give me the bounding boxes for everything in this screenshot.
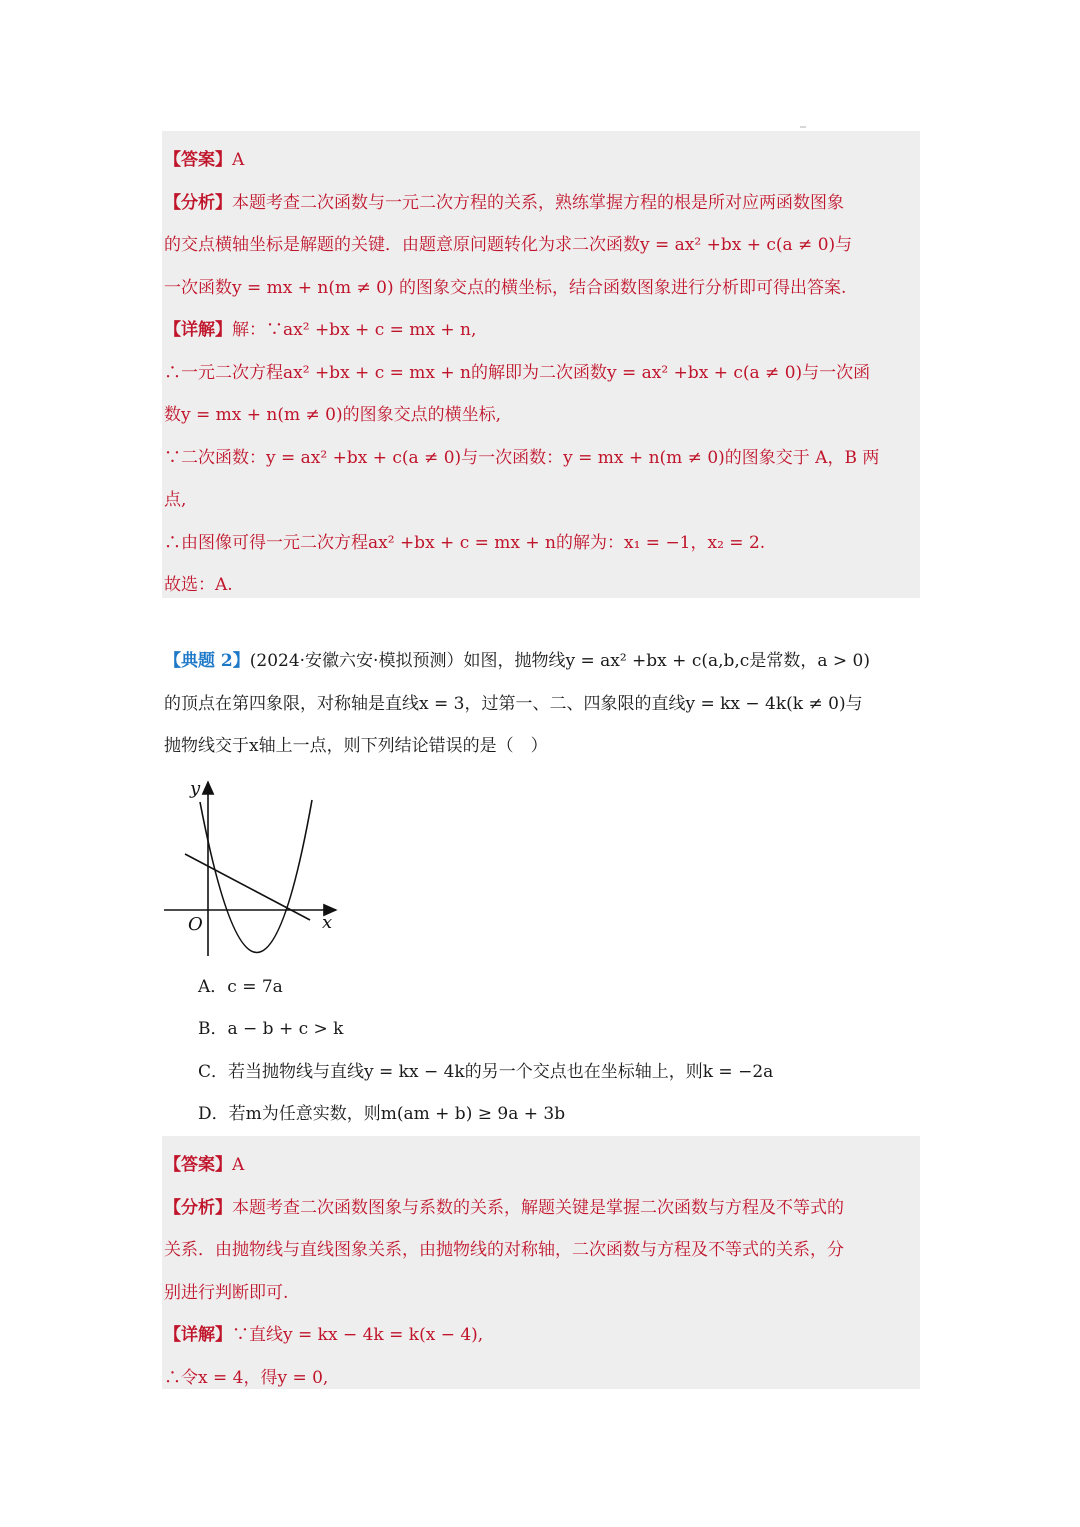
answer-value: A xyxy=(232,150,245,170)
option-a: A．c = 7a xyxy=(198,977,283,997)
detail-line-7: 故选：A. xyxy=(164,575,233,595)
answer-value-2: A xyxy=(232,1155,245,1175)
option-d: D．若m为任意实数，则m(am + b) ≥ 9a + 3b xyxy=(198,1104,566,1124)
detail-2-line-1: 【详解】∵直线y = kx − 4k = k(x − 4), xyxy=(164,1325,484,1345)
problem-2-tag: 【典题 2】 xyxy=(164,651,250,671)
answer-line-2 xyxy=(164,1144,918,1187)
scan-mark xyxy=(800,126,806,128)
problem-2-line-1: 【典题 2】(2024·安徽六安·模拟预测）如图，抛物线y = ax² +bx + c(a,b,c是常数，a > 0) xyxy=(164,651,870,671)
problem-2-line-2: 的顶点在第四象限，对称轴是直线x = 3，过第一、二、四象限的直线y = kx − 4k(k ≠ 0)与 xyxy=(164,694,863,714)
answer-line xyxy=(164,139,918,182)
detail-2-line-2: ∴令x = 4，得y = 0, xyxy=(164,1367,329,1388)
solution-box-1 xyxy=(162,131,920,598)
y-axis-label: y xyxy=(190,778,201,799)
detail-line-2: ∴一元二次方程ax² +bx + c = mx + n的解即为二次函数y = ax² +bx + c(a ≠ 0)与一次函 xyxy=(164,362,871,383)
detail-line-1: 【详解】解：∵ax² +bx + c = mx + n, xyxy=(164,320,477,340)
analysis-line-1: 【分析】本题考查二次函数与一元二次方程的关系，熟练掌握方程的根是所对应两函数图象 xyxy=(164,192,844,213)
problem-2-line-3: 抛物线交于x轴上一点，则下列结论错误的是（ ） xyxy=(164,736,548,756)
detail-line-4: ∵二次函数：y = ax² +bx + c(a ≠ 0)与一次函数：y = mx + n(m ≠ 0)的图象交于 A，B 两 xyxy=(164,447,880,468)
analysis-tag-2: 【分析】 xyxy=(164,1197,232,1218)
origin-label: O xyxy=(188,914,203,935)
analysis-2-line-2: 关系．由抛物线与直线图象关系，由抛物线的对称轴，二次函数与方程及不等式的关系，分 xyxy=(164,1240,844,1260)
detail-line-5: 点, xyxy=(164,490,187,510)
analysis-line-3: 一次函数y = mx + n(m ≠ 0) 的图象交点的横坐标，结合函数图象进行分析即可得出答案. xyxy=(164,277,847,298)
detail-line-3: 数y = mx + n(m ≠ 0)的图象交点的横坐标, xyxy=(164,405,502,425)
option-b: B．a − b + c > k xyxy=(198,1019,344,1039)
x-axis-label: x xyxy=(322,912,333,933)
parabola-curve xyxy=(200,800,312,953)
parabola-line-graph xyxy=(160,774,350,960)
option-c: C．若当抛物线与直线y = kx − 4k的另一个交点也在坐标轴上，则k = −2a xyxy=(198,1062,774,1082)
answer-tag: 【答案】 xyxy=(164,150,232,170)
analysis-tag: 【分析】 xyxy=(164,192,232,213)
detail-tag-2: 【详解】 xyxy=(164,1325,232,1345)
detail-tag: 【详解】 xyxy=(164,320,232,340)
analysis-line-2: 的交点横轴坐标是解题的关键．由题意原问题转化为求二次函数y = ax² +bx + c(a ≠ 0)与 xyxy=(164,235,853,255)
detail-line-6: ∴由图像可得一元二次方程ax² +bx + c = mx + n的解为：x₁ = −1，x₂ = 2. xyxy=(164,532,766,553)
analysis-2-line-3: 别进行判断即可. xyxy=(164,1282,289,1303)
solution-box-2 xyxy=(162,1136,920,1389)
analysis-2-line-1: 【分析】本题考查二次函数图象与系数的关系，解题关键是掌握二次函数与方程及不等式的 xyxy=(164,1197,844,1218)
answer-tag-2: 【答案】 xyxy=(164,1155,232,1175)
